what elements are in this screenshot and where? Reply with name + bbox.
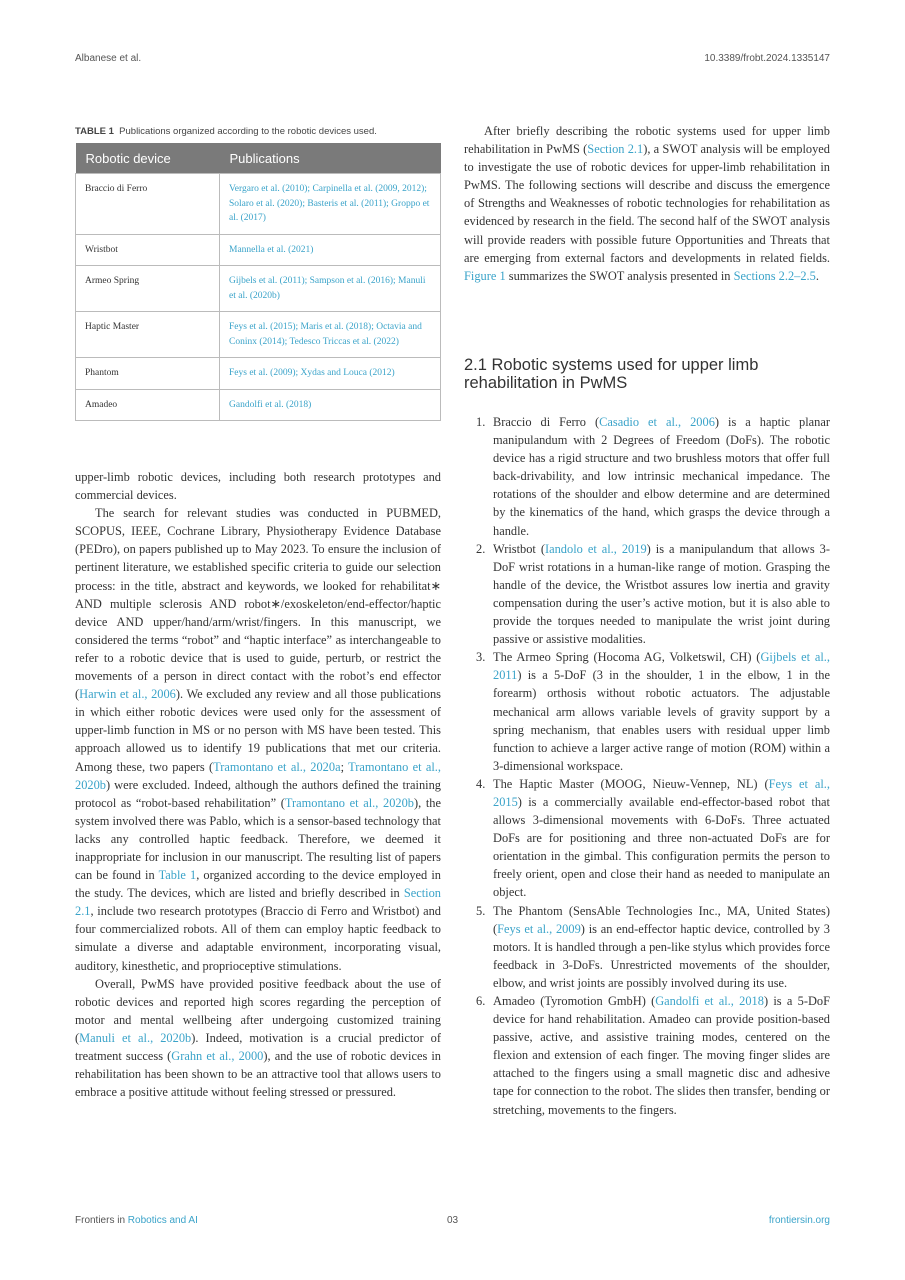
page-number: 03: [446, 1215, 459, 1226]
table-cell-publications[interactable]: Gandolfi et al. (2018): [220, 389, 441, 421]
figure-ref-link[interactable]: Figure 1: [464, 268, 506, 283]
left-column-body: [75, 468, 441, 1101]
citation-link[interactable]: Feys et al., 2015: [493, 776, 830, 809]
citation-link[interactable]: Feys et al., 2009: [497, 921, 581, 936]
list-item: 5. The Phantom (SensAble Technologies Inc., MA, United States) (Feys et al., 2009) is an end-effector haptic device, controlled by 3 motors. It is handled through a pen-like stylus which provides force feedback in 3-DoFs. Unrestricted movements of the shoulder, elbow, and wrist joints are possibly involved during its use.: [476, 903, 831, 990]
list-item: 1. Braccio di Ferro (Casadio et al., 2006) is a haptic planar manipulandum with 2 Degrees of Freedom (DoFs). The robotic device has a rigid structure and two brushless motors that offer full back-drivability, and low intrinsic mechanical impedance. The rotations of the shoulder and elbow determine and are determined by the kinematics of the hand, which grasps the device through a handle.: [476, 415, 830, 538]
paragraph-feedback: Overall, PwMS have provided positive feedback about the use of robotic devices and reported high scores regarding the perception of motor and mental wellbeing after undergoing customized training (Manuli et al., 2020b). Indeed, motivation is a crucial predictor of treatment success (Grahn et al., 2000), and the use of robotic devices in rehabilitation has been shown to be an attractive tool that allows users to embrace a positive attitude without feeling stressed or pressured.: [75, 976, 441, 1100]
citation-link[interactable]: Manuli et al., 2020b: [79, 1030, 192, 1045]
footer-site-link[interactable]: frontiersin.org: [768, 1215, 830, 1226]
table-caption: [75, 126, 441, 137]
table-cell-publications[interactable]: Mannella et al. (2021): [220, 234, 441, 266]
table-cell-device: Haptic Master: [76, 312, 220, 358]
list-item: 6. Amadeo (Tyromotion GmbH) (Gandolfi et al., 2018) is a 5-DoF device for hand rehabilitation. Amadeo can provide position-based passive, active, and assistive training modes, centered on the flexion and extension of each finger. The moving finger slides are attached to the fingers using a small magnetic disc and adhesive tape for connection to the robot. The slides then transfer, bending or stretching, movements to the fingers.: [476, 994, 830, 1117]
paragraph-intro: After briefly describing the robotic systems used for upper limb rehabilitation in PwMS (Section 2.1), a SWOT analysis will be employed to investigate the use of robotic devices for upper-limb rehabilitation in PwMS. The following sections will describe and discuss the emergence of Strengths and Weaknesses of robotic technologies for rehabilitation as evidenced by research in the field. The second half of the SWOT analysis will provide readers with possible future Opportunities and Threats that are emerging from external factors and developments in related fields. Figure 1 summarizes the SWOT analysis presented in Sections 2.2–2.5.: [464, 124, 830, 283]
paragraph-search-method: The search for relevant studies was conducted in PUBMED, SCOPUS, IEEE, Cochrane Library, Physiotherapy Evidence Database (PEDro), on papers published up to May 2023. To ensure the inclusion of pertinent literature, we established specific criteria to guide our selection process: in the title, abstract and keywords, we looked for rehabilitat∗ AND multiple sclerosis AND robot∗/exoskeleton/end-effector/haptic device AND upper/hand/arm/wrist/fingers. In this manuscript, we considered the terms “robot” and “haptic interface” as interchangeable to refer to a robotic device that is used to guide, perturb, or restrict the movements of a person in direct contact with the robot’s end effector (Harwin et al., 2006). We excluded any review and all those publications in which either robotic devices were used only for the assessment of upper-limb function in MS or no person with MS have been tested. This approach allowed us to identify 19 publications that met our criteria. Among these, two papers (Tramontano et al., 2020a; Tramontano et al., 2020b) were excluded. Indeed, although the authors defined the training protocol as “robot-based rehabilitation” (Tramontano et al., 2020b), the system involved there was Pablo, which is a sensor-based technology that lacks any controlled haptic feedback. Therefore, we deemed it inappropriate for inclusion in our manuscript. The resulting list of papers can be found in Table 1, organized according to the device employed in the study. The devices, which are listed and briefly described in Section 2.1, include two research prototypes (Braccio di Ferro and Wristbot) and four commercialized robots. All of them can employ haptic feedback to simulate a diverse and adaptable environment, incorporating visual, auditory, kinesthetic, and proprioceptive stimulations.: [75, 506, 441, 973]
table-cell-device: Braccio di Ferro: [76, 174, 220, 235]
table-header-device: Robotic device: [76, 143, 220, 174]
right-column-intro: [464, 122, 830, 285]
citation-link[interactable]: Iandolo et al., 2019: [544, 541, 647, 556]
table-cell-publications[interactable]: Feys et al. (2009); Xydas and Louca (2012): [220, 358, 441, 390]
section-ref-link[interactable]: Section 2.1: [75, 886, 441, 919]
table-ref-link[interactable]: Table 1: [158, 868, 197, 883]
list-item: 3. The Armeo Spring (Hocoma AG, Volketswil, CH) (Gijbels et al., 2011) is a 5-DoF (3 in the shoulder, 1 in the elbow, 1 in the forearm) orthosis without robotic actuators. The adjustable mechanical arm allows variable levels of gravity support by a spring mechanism, that enables users with residual upper limb function to achieve a larger active range of motion (ROM) within a 3-dimensional workspace.: [476, 650, 830, 773]
citation-link[interactable]: Harwin et al., 2006: [79, 687, 176, 702]
table-row: [76, 312, 441, 358]
table-cell-device: Phantom: [76, 358, 220, 390]
footer-journal: Frontiers in Robotics and AI: [75, 1215, 198, 1226]
doi[interactable]: 10.3389/frobt.2024.1335147: [704, 53, 830, 64]
table-row: [76, 174, 441, 235]
table-cell-publications[interactable]: Gijbels et al. (2011); Sampson et al. (2016); Manuli et al. (2020b): [220, 266, 441, 312]
table-header-row: [76, 143, 441, 174]
citation-link[interactable]: Tramontano et al., 2020b: [75, 759, 441, 792]
table-cell-device: Wristbot: [76, 234, 220, 266]
citation-link[interactable]: Gandolfi et al., 2018: [655, 994, 764, 1008]
journal-link[interactable]: Robotics and AI: [127, 1215, 198, 1226]
section-heading: 2.1 Robotic systems used for upper limb rehabilitation in PwMS: [464, 356, 759, 392]
paragraph: upper-limb robotic devices, including both research prototypes and commercial devices.: [75, 470, 441, 503]
table-cell-publications[interactable]: Feys et al. (2015); Maris et al. (2018); Octavia and Coninx (2014); Tedesco Triccas et al. (2022): [220, 312, 441, 358]
table-header-publications: Publications: [220, 143, 441, 174]
citation-link[interactable]: Casadio et al., 2006: [599, 415, 715, 429]
table-cell-device: Armeo Spring: [76, 266, 220, 312]
table-caption-label: TABLE 1: [75, 126, 114, 137]
table-row: [76, 234, 441, 266]
table-cell-device: Amadeo: [76, 389, 220, 421]
table-row: [76, 266, 441, 312]
table-row: [76, 358, 441, 390]
list-item: 4. The Haptic Master (MOOG, Nieuw-Vennep, NL) (Feys et al., 2015) is a commercially available end-effector-based robot that allows 3-dimensional movements with 6-DoFs. Three actuated DoFs are for positioning and three non-actuated DoFs are for orientation in the gimbal. This configuration permits the person to freely orient, open and close their hand as needed to manipulate an object.: [476, 776, 830, 900]
section-ref-link[interactable]: Section 2.1: [587, 142, 644, 157]
citation-link[interactable]: Grahn et al., 2000: [171, 1049, 264, 1063]
list-item: 2. Wristbot (Iandolo et al., 2019) is a manipulandum that allows 3-DoF wrist rotations in a human-like range of motion. Grasping the handle of the device, the Wristbot assures low inertia and gravity compensation during the user’s active motion, but it is also able to provide the torques needed to manipulate the wrist joint during passive or assistive modalities.: [476, 541, 830, 647]
publications-table: [75, 143, 441, 421]
citation-link[interactable]: Gijbels et al., 2011: [493, 650, 830, 683]
citation-link[interactable]: Tramontano et al., 2020a: [213, 759, 341, 774]
table-caption-text: Publications organized according to the robotic devices used.: [119, 126, 377, 137]
table-row: [76, 389, 441, 421]
section-ref-link[interactable]: Sections 2.2–2.5: [733, 268, 816, 283]
table-cell-publications[interactable]: Vergaro et al. (2010); Carpinella et al. (2009, 2012); Solaro et al. (2020); Basteris et al. (2011); Groppo et al. (2017): [220, 174, 441, 235]
device-list: [464, 413, 830, 1119]
citation-link[interactable]: Tramontano et al., 2020b: [284, 795, 414, 810]
running-head-authors: Albanese et al.: [75, 53, 142, 64]
